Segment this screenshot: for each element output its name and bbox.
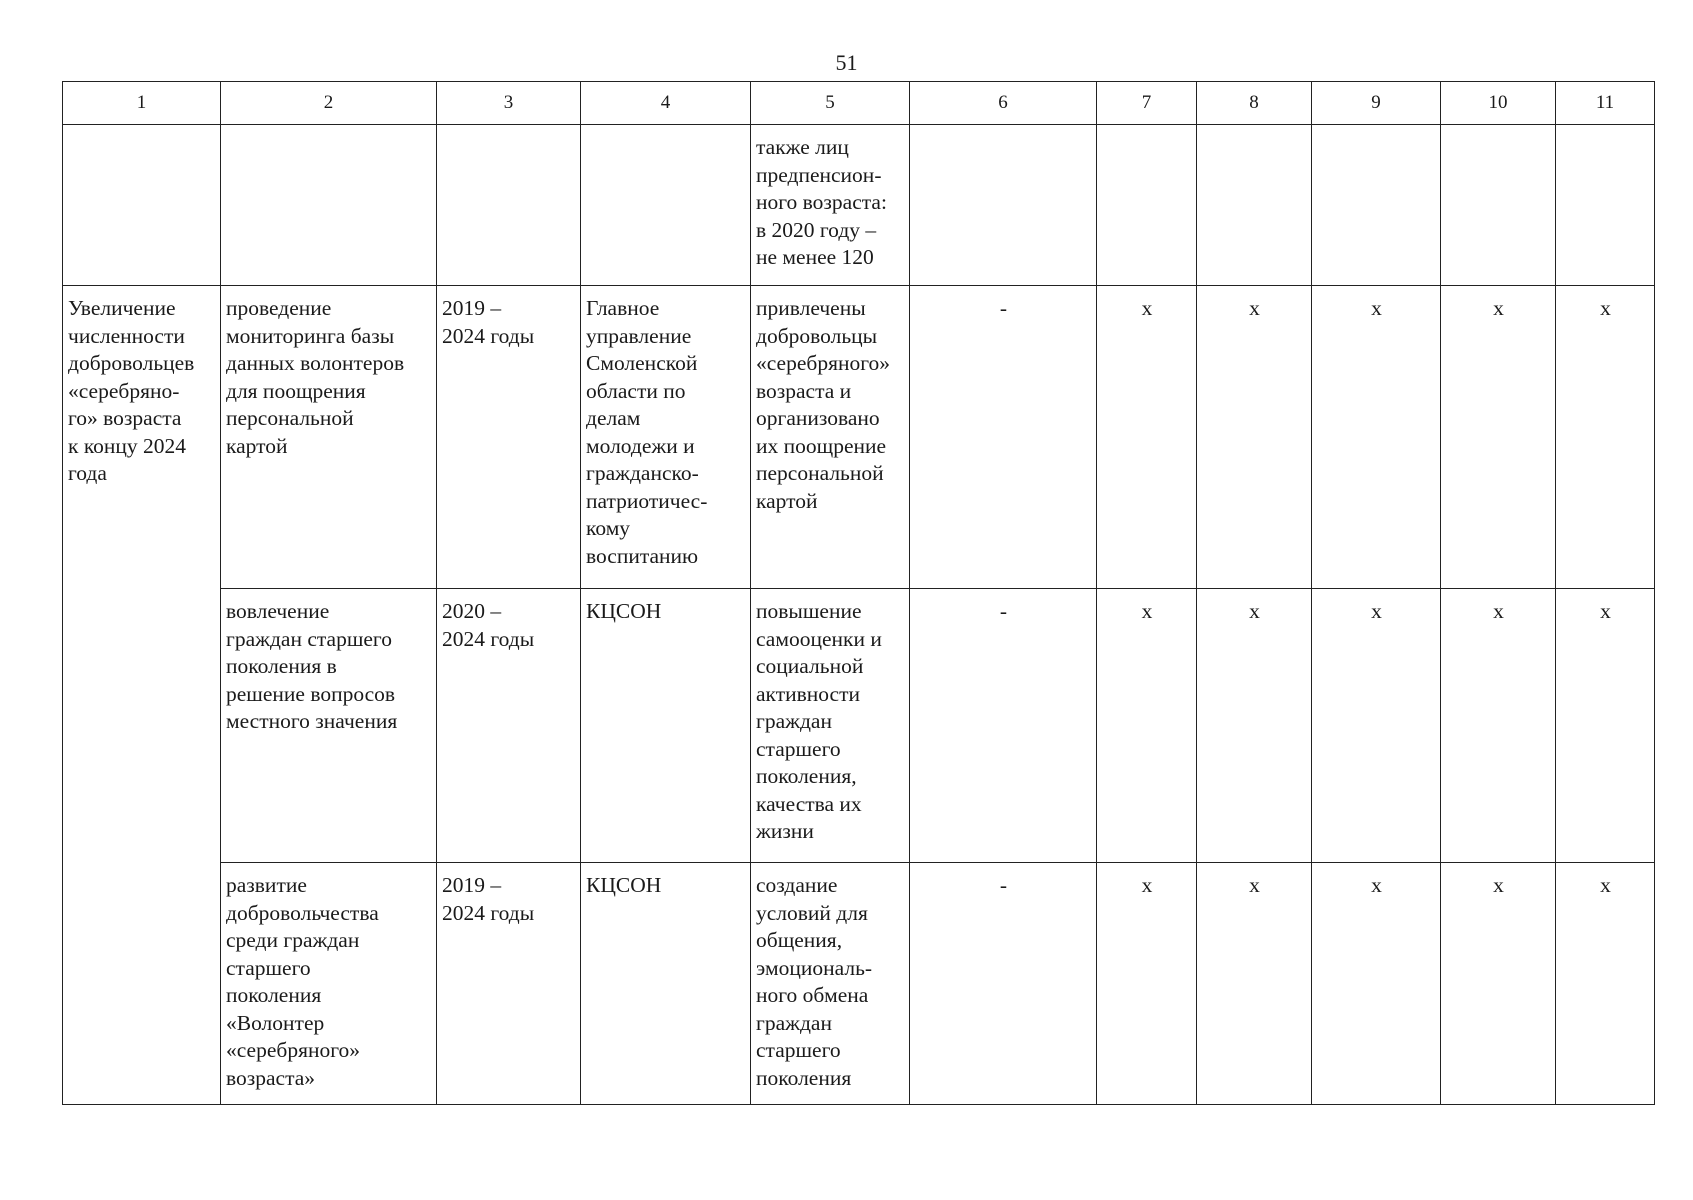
column-number: 4 bbox=[581, 82, 751, 125]
value-cell: x bbox=[1441, 863, 1556, 1105]
value-cell: - bbox=[910, 589, 1097, 863]
column-number: 1 bbox=[63, 82, 221, 125]
value-cell: - bbox=[910, 863, 1097, 1105]
empty-cell bbox=[581, 125, 751, 286]
value-cell: x bbox=[1441, 286, 1556, 589]
column-number: 3 bbox=[437, 82, 581, 125]
period-cell: 2020 – 2024 годы bbox=[437, 589, 581, 863]
table-row bbox=[63, 286, 1655, 589]
value-cell: x bbox=[1312, 589, 1441, 863]
goal-cell: Увеличение численности добровольцев «серебряно- го» возраста к концу 2024 года bbox=[63, 286, 221, 1105]
column-number: 2 bbox=[221, 82, 437, 125]
empty-cell bbox=[1556, 125, 1655, 286]
executor-cell: КЦСОН bbox=[581, 589, 751, 863]
activity-cell: развитие добровольчества среди граждан старшего поколения «Волонтер «серебряного» возраста» bbox=[221, 863, 437, 1105]
result-cell: повышение самооценки и социальной активности граждан старшего поколения, качества их жизни bbox=[751, 589, 910, 863]
empty-cell bbox=[1312, 125, 1441, 286]
value-cell: - bbox=[910, 286, 1097, 589]
period-cell: 2019 – 2024 годы bbox=[437, 863, 581, 1105]
activity-cell: вовлечение граждан старшего поколения в решение вопросов местного значения bbox=[221, 589, 437, 863]
result-cell: привлечены добровольцы «серебряного» возраста и организовано их поощрение персональной картой bbox=[751, 286, 910, 589]
value-cell: x bbox=[1312, 286, 1441, 589]
value-cell: x bbox=[1556, 589, 1655, 863]
column-number: 7 bbox=[1097, 82, 1197, 125]
column-number: 10 bbox=[1441, 82, 1556, 125]
program-table bbox=[62, 81, 1655, 1105]
empty-cell bbox=[1097, 125, 1197, 286]
empty-cell bbox=[1441, 125, 1556, 286]
page-number: 51 bbox=[835, 50, 858, 75]
column-number: 8 bbox=[1197, 82, 1312, 125]
column-number-row bbox=[63, 82, 1655, 125]
column-number: 6 bbox=[910, 82, 1097, 125]
empty-cell bbox=[221, 125, 437, 286]
table-row bbox=[63, 589, 1655, 863]
empty-cell bbox=[1197, 125, 1312, 286]
value-cell: x bbox=[1312, 863, 1441, 1105]
result-cell: также лиц предпенсион- ного возраста: в 2020 году – не менее 120 bbox=[751, 125, 910, 286]
value-cell: x bbox=[1197, 589, 1312, 863]
value-cell: x bbox=[1197, 286, 1312, 589]
value-cell: x bbox=[1097, 863, 1197, 1105]
value-cell: x bbox=[1556, 286, 1655, 589]
value-cell: x bbox=[1441, 589, 1556, 863]
value-cell: x bbox=[1556, 863, 1655, 1105]
column-number: 11 bbox=[1556, 82, 1655, 125]
activity-cell: проведение мониторинга базы данных волонтеров для поощрения персональной картой bbox=[221, 286, 437, 589]
value-cell: x bbox=[1097, 589, 1197, 863]
empty-cell bbox=[63, 125, 221, 286]
value-cell: x bbox=[1197, 863, 1312, 1105]
executor-cell: Главное управление Смоленской области по делам молодежи и гражданско- патриотичес- кому воспитанию bbox=[581, 286, 751, 589]
period-cell: 2019 – 2024 годы bbox=[437, 286, 581, 589]
result-cell: создание условий для общения, эмоциональ- ного обмена граждан старшего поколения bbox=[751, 863, 910, 1105]
table-row bbox=[63, 863, 1655, 1105]
value-cell: x bbox=[1097, 286, 1197, 589]
column-number: 5 bbox=[751, 82, 910, 125]
table-row bbox=[63, 125, 1655, 286]
empty-cell bbox=[437, 125, 581, 286]
executor-cell: КЦСОН bbox=[581, 863, 751, 1105]
empty-cell bbox=[910, 125, 1097, 286]
column-number: 9 bbox=[1312, 82, 1441, 125]
